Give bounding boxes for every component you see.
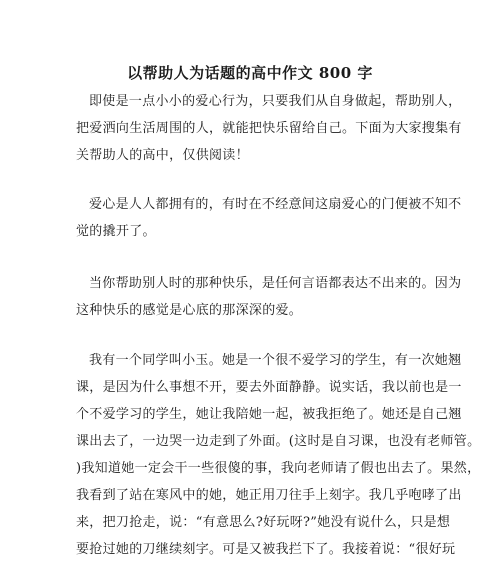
paragraph-line: 我看到了站在寒风中的她，她正用刀往手上刻字。我几乎咆哮了出: [76, 488, 462, 503]
paragraph-line: 课出去了，一边哭一边走到了外面。(这时是自习课，也没有老师管。: [76, 434, 481, 449]
paragraph-1: [76, 88, 462, 169]
paragraph-3: [76, 270, 462, 324]
paragraph-line: 把爱洒向生活周围的人，就能把快乐留给自己。下面为大家搜集有: [76, 121, 462, 136]
paragraph-line: 个不爱学习的学生，她让我陪她一起，被我拒绝了。她还是自己翘: [76, 407, 462, 422]
paragraph-line: 当你帮助别人时的那种快乐，是任何言语都表达不出来的。因为: [89, 276, 462, 291]
paragraph-line: 课，是因为什么事想不开，要去外面静静。说实话，我以前也是一: [76, 380, 462, 395]
paragraph-line: 这种快乐的感觉是心底的那深深的爱。: [76, 303, 303, 318]
paragraph-line: 关帮助人的高中，仅供阅读！: [76, 148, 249, 163]
paragraph-line: 即使是一点小小的爱心行为，只要我们从自身做起，帮助别人，: [89, 94, 462, 109]
paragraph-line: 要抢过她的刀继续刻字。可是又被我拦下了。我接着说：“很好玩: [76, 542, 456, 557]
paragraph-line: 来，把刀抢走，说：“有意思么?好玩呀?”她没有说什么，只是想: [76, 515, 451, 530]
document-title: 以帮助人为话题的高中作文 800 字: [127, 64, 373, 82]
paragraph-4: [76, 347, 481, 563]
paragraph-2: [76, 191, 462, 245]
paragraph-line: )我知道她一定会干一些很傻的事，我向老师请了假也出去了。果然，: [76, 461, 481, 476]
paragraph-line: 觉的撬开了。: [76, 224, 156, 239]
paragraph-line: 我有一个同学叫小玉。她是一个很不爱学习的学生，有一次她翘: [89, 353, 462, 368]
paragraph-line: 爱心是人人都拥有的，有时在不经意间这扇爱心的门便被不知不: [89, 197, 462, 212]
